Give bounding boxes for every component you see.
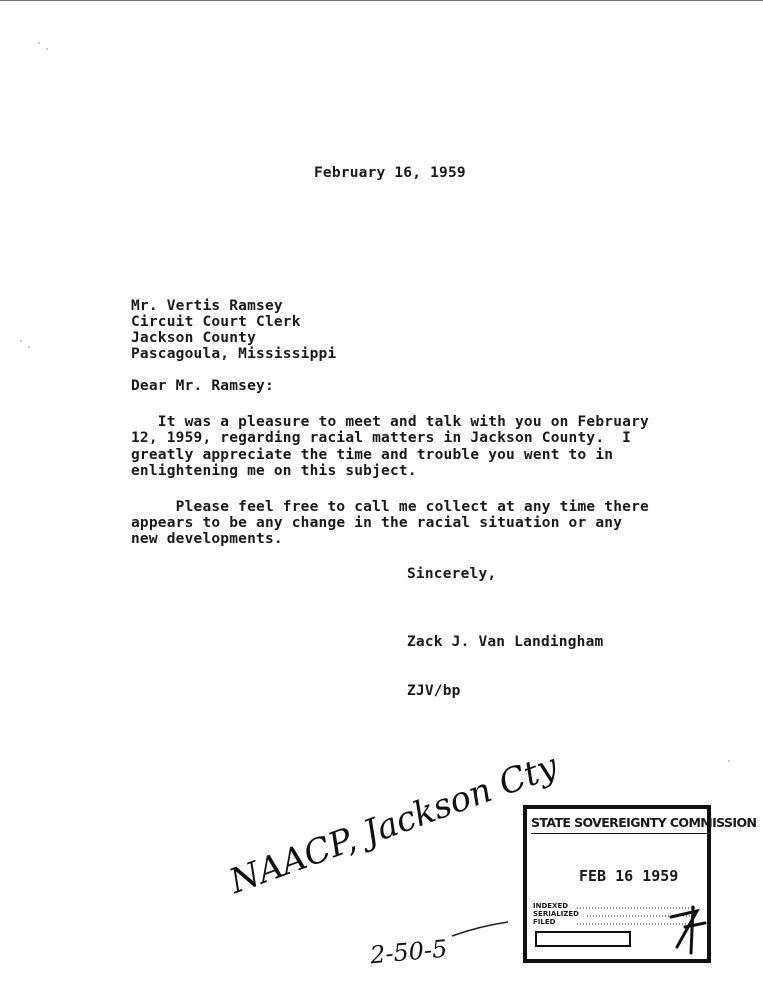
paragraph-2-line: Please feel free to call me collect at any time there [131, 499, 649, 515]
recipient-city: Pascagoula, Mississippi [131, 346, 337, 362]
handwritten-file-number: 2-50-5 [368, 934, 449, 970]
paragraph-2-line: appears to be any change in the racial situation or any [131, 515, 623, 531]
scan-speck [46, 48, 48, 50]
handwritten-stroke-icon [450, 920, 510, 940]
handwritten-initials-icon [667, 897, 711, 957]
scan-speck [38, 42, 40, 44]
stamp-field-serialized: SERIALIZED [533, 910, 579, 918]
recipient-county: Jackson County [131, 330, 257, 346]
stamp-field-indexed: INDEXED [533, 902, 569, 910]
paragraph-1-line: It was a pleasure to meet and talk with you on February [131, 414, 649, 430]
paragraph-1-line: greatly appreciate the time and trouble you went to in [131, 447, 614, 463]
salutation: Dear Mr. Ramsey: [131, 378, 274, 394]
paragraph-2-line: new developments. [131, 531, 283, 547]
handwritten-subject-note: NAACP, Jackson Cty [224, 746, 563, 902]
stamp-title: STATE SOVEREIGNTY COMMISSION [531, 815, 707, 834]
letter-date: February 16, 1959 [314, 165, 466, 181]
top-edge-rule [0, 0, 763, 5]
signature-name: Zack J. Van Landingham [407, 634, 604, 650]
stamp-box [535, 931, 631, 947]
recipient-name: Mr. Vertis Ramsey [131, 298, 283, 314]
closing: Sincerely, [407, 566, 497, 582]
state-sovereignty-commission-stamp [523, 805, 757, 963]
stamp-field-filed: FILED [533, 918, 556, 926]
scan-speck [20, 340, 22, 342]
paragraph-1-line: 12, 1959, regarding racial matters in Jackson County. I [131, 430, 632, 446]
scan-speck [28, 346, 30, 348]
scan-speck [728, 760, 730, 762]
typist-initials: ZJV/bp [407, 683, 461, 699]
stamp-fields [533, 902, 579, 926]
recipient-title: Circuit Court Clerk [131, 314, 301, 330]
paragraph-1-line: enlightening me on this subject. [131, 463, 417, 479]
stamp-date: FEB 16 1959 [579, 867, 679, 885]
